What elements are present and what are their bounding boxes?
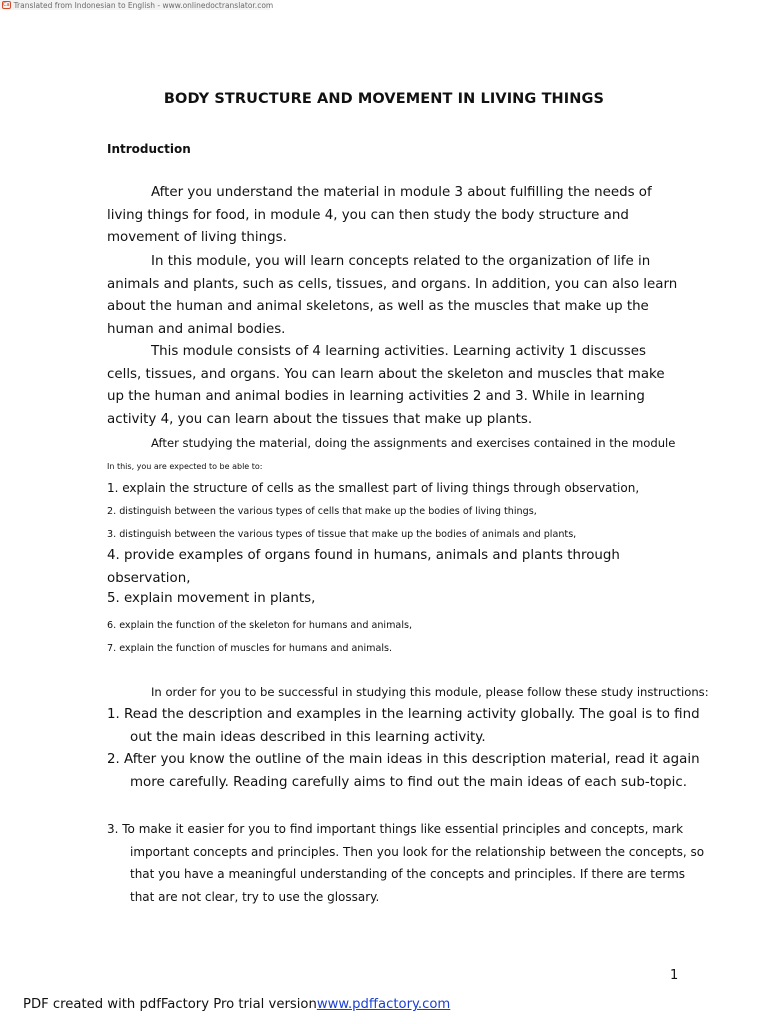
pdf-footer [23,997,450,1012]
paragraph-3: This module consists of 4 learning activities. Learning activity 1 discusses cells, tissues, and organs. You can learn about the skeleton and muscles that make up the human and animal bodies in learning activities 2 and 3. While in learning activity 4, you can learn about the tissues that make up plants. [107,344,665,428]
page-number: 1 [670,968,679,983]
instructions-intro: In order for you to be successful in studying this module, please follow these study instructions: [151,685,709,699]
paragraph-1: After you understand the material in module 3 about fulfilling the needs of living things for food, in module 4, you can then study the body structure and movement of living things. [107,185,652,246]
translator-banner [0,0,274,10]
after-studying-line: After studying the material, doing the assignments and exercises contained in the module [151,436,676,450]
paragraph-2: In this module, you will learn concepts related to the organization of life in animals and plants, such as cells, tissues, and organs. In addition, you can also learn about the human and animal skeletons, as well as the muscles that make up the human and animal bodies. [107,254,678,338]
pdffactory-link[interactable]: www.pdffactory.com [316,997,451,1012]
instruction-2: 2. After you know the outline of the main ideas in this description material, read it again more carefully. Reading carefully aims to find out the main ideas of each sub-topic. [107,752,700,790]
objective-4: 4. provide examples of organs found in humans, animals and plants through observation, [107,548,620,586]
translator-banner-text: Translated from Indonesian to English - www.onlinedoctranslator.com [13,0,274,10]
translator-logo-icon: Ca [3,2,10,8]
document-title: BODY STRUCTURE AND MOVEMENT IN LIVING THINGS [163,91,605,107]
objective-3: 3. distinguish between the various types of tissue that make up the bodies of animals and plants, [107,529,577,540]
instruction-3: 3. To make it easier for you to find important things like essential principles and concepts, mark important concepts and principles. Then you look for the relationship between the concepts, so that you have a meaningful understanding of the concepts and principles. If there are terms that are not clear, try to use the glossary. [107,822,705,905]
objective-2: 2. distinguish between the various types of cells that make up the bodies of living things, [107,506,537,517]
introduction-heading: Introduction [107,142,191,156]
expected-intro: In this, you are expected to be able to: [107,462,263,471]
objective-7: 7. explain the function of muscles for humans and animals. [107,643,393,654]
objective-6: 6. explain the function of the skeleton for humans and animals, [107,620,413,631]
instruction-1: 1. Read the description and examples in the learning activity globally. The goal is to find out the main ideas described in this learning activity. [107,707,700,745]
footer-text: PDF created with pdfFactory Pro trial version [23,997,317,1012]
objective-1: 1. explain the structure of cells as the smallest part of living things through observation, [107,481,640,495]
objective-5: 5. explain movement in plants, [107,591,316,606]
